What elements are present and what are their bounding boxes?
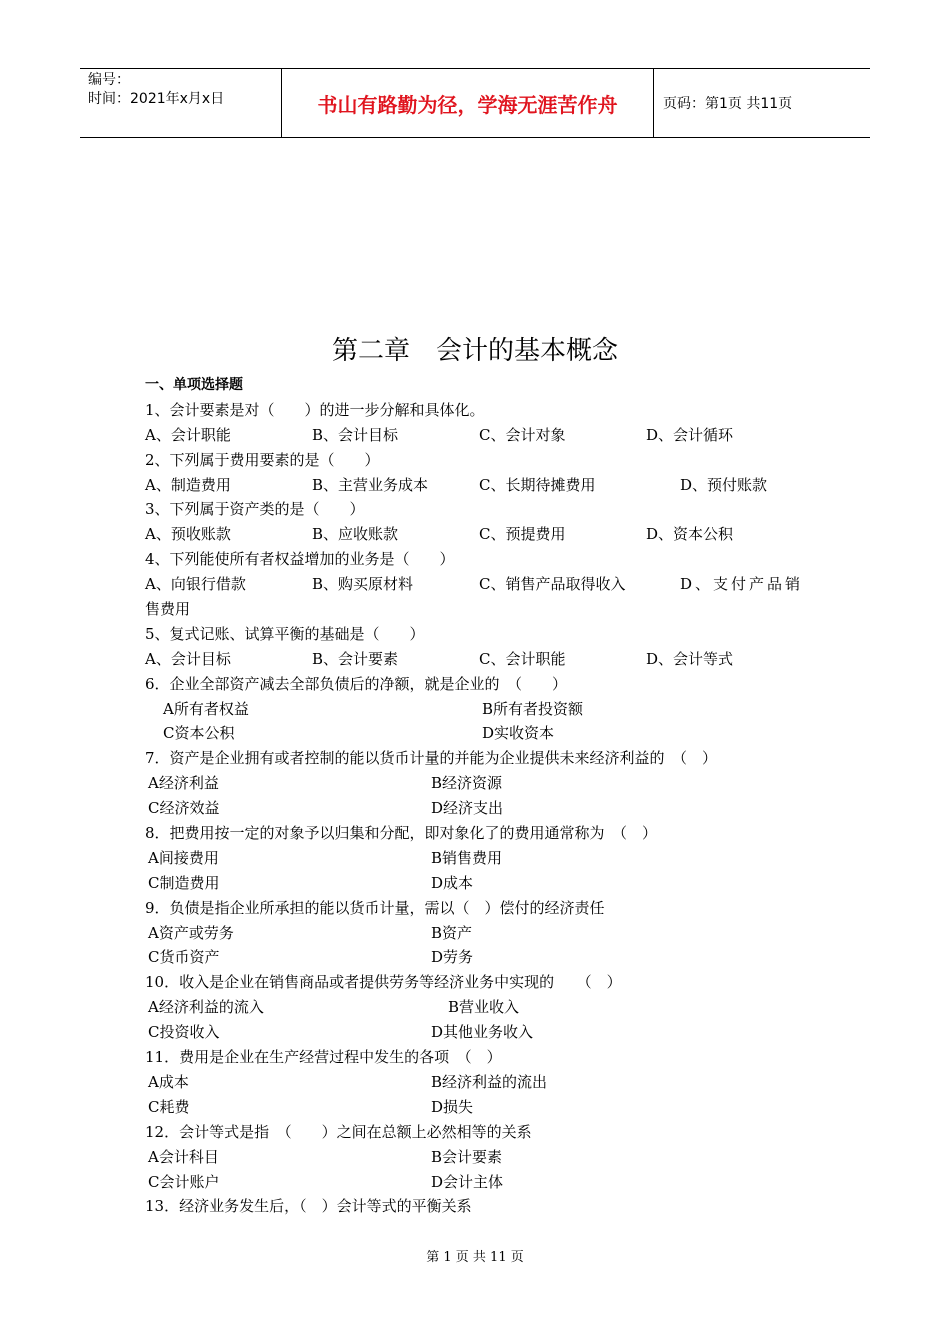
question-12: 12．会计等式是指 （ ）之间在总额上必然相等的关系 bbox=[145, 1122, 532, 1141]
question-list bbox=[145, 373, 825, 1219]
page-header bbox=[80, 68, 870, 138]
option-d: D实收资本 bbox=[482, 724, 555, 743]
option-d: D损失 bbox=[431, 1097, 474, 1116]
options-3 bbox=[145, 522, 825, 547]
options-6-cd bbox=[145, 721, 825, 746]
options-8-ab bbox=[145, 846, 825, 871]
options-2 bbox=[145, 473, 825, 498]
option-c: C、预提费用 bbox=[479, 525, 566, 544]
question-13: 13．经济业务发生后，（ ）会计等式的平衡关系 bbox=[145, 1197, 472, 1216]
option-c: C货币资产 bbox=[148, 948, 220, 967]
option-a: A、预收账款 bbox=[145, 525, 231, 544]
serial-label: 编号： bbox=[88, 72, 130, 88]
option-d: D、会计循环 bbox=[646, 425, 734, 444]
option-a: A间接费用 bbox=[148, 848, 219, 867]
option-b: B、应收账款 bbox=[312, 525, 399, 544]
option-c: C、长期待摊费用 bbox=[479, 475, 596, 494]
chapter-title: 第二章 会计的基本概念 bbox=[331, 336, 618, 366]
option-c: C资本公积 bbox=[163, 724, 235, 743]
options-7-ab bbox=[145, 771, 825, 796]
options-7-cd bbox=[145, 796, 825, 821]
option-a: A经济利益 bbox=[148, 774, 219, 793]
header-meta bbox=[80, 69, 282, 137]
option-b: B、会计目标 bbox=[312, 425, 399, 444]
options-4 bbox=[145, 572, 825, 597]
option-c: C、会计对象 bbox=[479, 425, 566, 444]
question-7: 7．资产是企业拥有或者控制的能以货币计量的并能为企业提供未来经济利益的 （ ） bbox=[145, 749, 718, 768]
option-d: D、支付产品销 bbox=[680, 575, 804, 594]
options-5 bbox=[145, 647, 825, 672]
header-page-info: 页码：第1页 共11页 bbox=[663, 96, 793, 112]
option-a: A、向银行借款 bbox=[145, 575, 246, 594]
option-c: C、销售产品取得收入 bbox=[479, 575, 626, 594]
option-c: C制造费用 bbox=[148, 873, 220, 892]
header-motto: 书山有路勤为径，学海无涯苦作舟 bbox=[282, 69, 654, 137]
option-c: C经济效益 bbox=[148, 799, 220, 818]
question-5: 5、复式记账、试算平衡的基础是（ ） bbox=[145, 624, 425, 643]
option-d: D、资本公积 bbox=[646, 525, 734, 544]
option-d: D会计主体 bbox=[431, 1172, 504, 1191]
page-footer: 第 1 页 共 11 页 bbox=[426, 1250, 524, 1265]
question-3: 3、下列属于资产类的是（ ） bbox=[145, 500, 365, 519]
option-d: D成本 bbox=[431, 873, 474, 892]
options-8-cd bbox=[145, 871, 825, 896]
options-9-ab bbox=[145, 921, 825, 946]
option-a: A资产或劳务 bbox=[148, 923, 234, 942]
question-6: 6．企业全部资产减去全部负债后的净额，就是企业的 （ ） bbox=[145, 674, 568, 693]
option-a: A所有者权益 bbox=[163, 699, 249, 718]
time-label: 时间：2021年x月x日 bbox=[88, 91, 225, 107]
option-a: A、制造费用 bbox=[145, 475, 231, 494]
options-10-ab bbox=[145, 995, 825, 1020]
option-c: C投资收入 bbox=[148, 1023, 220, 1042]
options-11-cd bbox=[145, 1095, 825, 1120]
option-d: D、会计等式 bbox=[646, 649, 734, 668]
option-b: B经济利益的流出 bbox=[431, 1072, 548, 1091]
option-d: D、预付账款 bbox=[680, 475, 768, 494]
options-9-cd bbox=[145, 945, 825, 970]
option-b: B、购买原材料 bbox=[312, 575, 414, 594]
option-a: A会计科目 bbox=[148, 1147, 219, 1166]
option-b: B销售费用 bbox=[431, 848, 503, 867]
question-2: 2、下列属于费用要素的是（ ） bbox=[145, 450, 380, 469]
option-c: C会计账户 bbox=[148, 1172, 220, 1191]
option-b: B所有者投资额 bbox=[482, 699, 584, 718]
section-title: 一、单项选择题 bbox=[145, 377, 243, 393]
options-12-cd bbox=[145, 1170, 825, 1195]
option-b: B会计要素 bbox=[431, 1147, 503, 1166]
option-b: B资产 bbox=[431, 923, 473, 942]
option-a: A经济利益的流入 bbox=[148, 998, 264, 1017]
options-12-ab bbox=[145, 1145, 825, 1170]
option-d: D其他业务收入 bbox=[431, 1023, 534, 1042]
question-11: 11．费用是企业在生产经营过程中发生的各项 （ ） bbox=[145, 1048, 502, 1067]
option-b: B、主营业务成本 bbox=[312, 475, 429, 494]
options-10-cd bbox=[145, 1020, 825, 1045]
option-a: A、会计目标 bbox=[145, 649, 231, 668]
option-a: A、会计职能 bbox=[145, 425, 231, 444]
option-b: B营业收入 bbox=[448, 998, 520, 1017]
question-1: 1、会计要素是对（ ）的进一步分解和具体化。 bbox=[145, 400, 485, 419]
question-8: 8．把费用按一定的对象予以归集和分配，即对象化了的费用通常称为 （ ） bbox=[145, 824, 658, 843]
options-6-ab bbox=[145, 697, 825, 722]
question-10: 10．收入是企业在销售商品或者提供劳务等经济业务中实现的 （ ） bbox=[145, 973, 622, 992]
option-c: C耗费 bbox=[148, 1097, 190, 1116]
option-c: C、会计职能 bbox=[479, 649, 566, 668]
option-b: B经济资源 bbox=[431, 774, 503, 793]
options-1 bbox=[145, 423, 825, 448]
option-d: D劳务 bbox=[431, 948, 474, 967]
option-d: D经济支出 bbox=[431, 799, 504, 818]
question-4: 4、下列能使所有者权益增加的业务是（ ） bbox=[145, 550, 455, 569]
option-d-continuation: 售费用 bbox=[145, 600, 191, 619]
option-b: B、会计要素 bbox=[312, 649, 399, 668]
question-9: 9．负债是指企业所承担的能以货币计量，需以（ ）偿付的经济责任 bbox=[145, 898, 605, 917]
options-11-ab bbox=[145, 1070, 825, 1095]
option-a: A成本 bbox=[148, 1072, 189, 1091]
